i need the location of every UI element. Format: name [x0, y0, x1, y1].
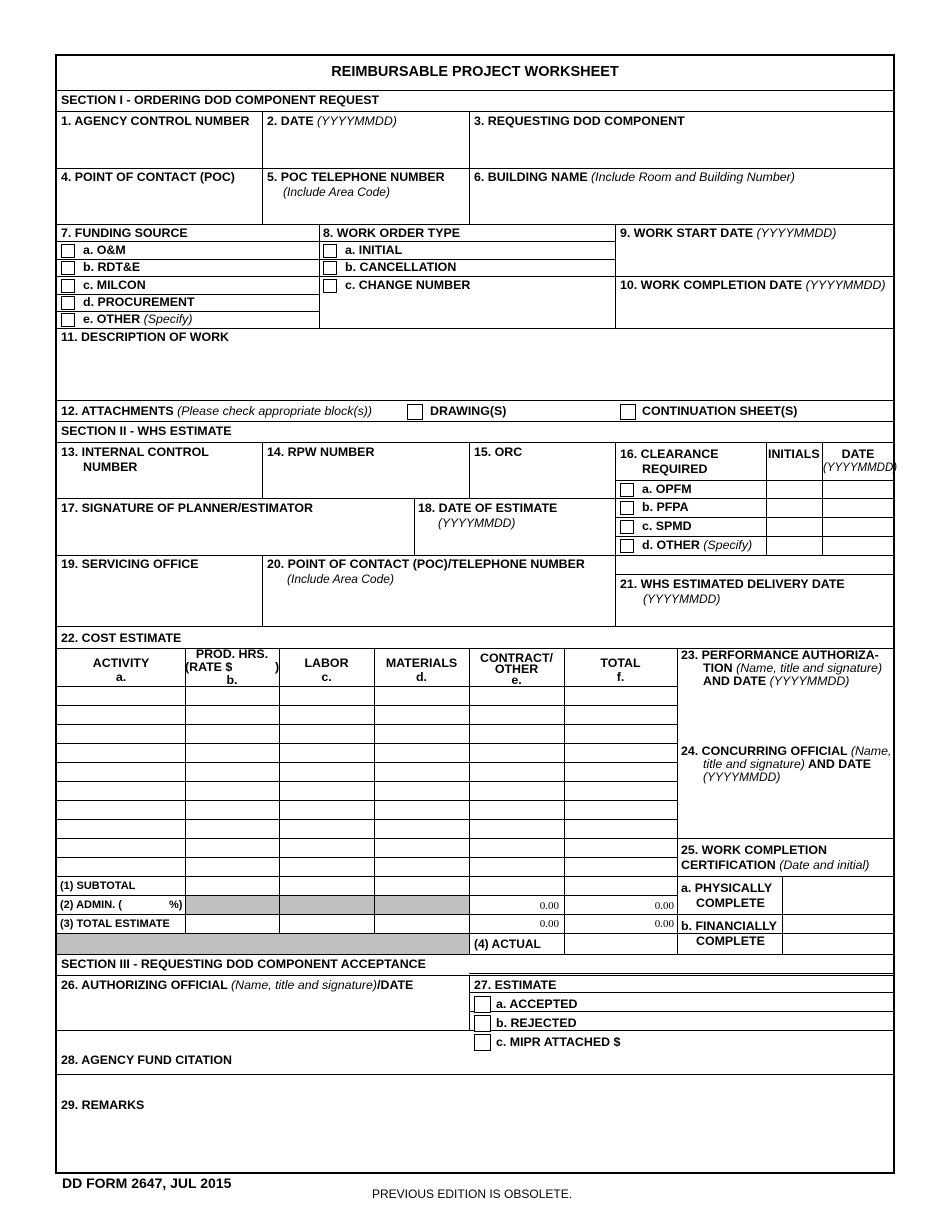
- col-total-header: TOTAL: [600, 656, 641, 670]
- clearance-required-label: 16. CLEARANCE: [620, 447, 719, 461]
- date-field[interactable]: [267, 132, 467, 164]
- estimate-mipr-label: c. MIPR ATTACHED $: [496, 1035, 621, 1049]
- clearance-other-label: d. OTHER (Specify): [642, 538, 753, 552]
- poc-telephone-number-label: 20. POINT OF CONTACT (POC)/TELEPHONE NUMBER: [267, 557, 585, 571]
- col-contract-letter: e.: [511, 673, 522, 687]
- rpw-number-label: 14. RPW NUMBER: [267, 445, 375, 459]
- orc-label: 15. ORC: [474, 445, 523, 459]
- drawings-checkbox[interactable]: [407, 404, 423, 420]
- estimate-rejected-checkbox[interactable]: [474, 1015, 491, 1032]
- agency-control-number-label: 1. AGENCY CONTROL NUMBER: [61, 114, 250, 128]
- funding-procurement-checkbox[interactable]: [61, 296, 75, 310]
- work-order-initial-checkbox[interactable]: [323, 244, 337, 258]
- rpw-form: [55, 54, 898, 1174]
- requesting-component-field[interactable]: [474, 132, 888, 164]
- subtotal-label: (1) SUBTOTAL: [60, 880, 136, 892]
- funding-source-label: 7. FUNDING SOURCE: [61, 226, 188, 240]
- concurring-official-label-3: (YYYYMMDD): [703, 770, 781, 784]
- form-title: REIMBURSABLE PROJECT WORKSHEET: [331, 64, 619, 80]
- actual-row-shade: [57, 934, 469, 954]
- poc-telephone-note: (Include Area Code): [283, 185, 390, 199]
- authorizing-official-label: 26. AUTHORIZING OFFICIAL (Name, title and signature)/DATE: [61, 978, 414, 992]
- clearance-other-checkbox[interactable]: [620, 539, 634, 553]
- agency-control-number-field[interactable]: [61, 132, 261, 164]
- funding-other-checkbox[interactable]: [61, 313, 75, 327]
- col-activity-header: ACTIVITY: [92, 656, 150, 670]
- physically-complete-label-2: COMPLETE: [696, 896, 765, 910]
- financially-complete-label: b. FINANCIALLY: [681, 919, 777, 933]
- building-name-label: 6. BUILDING NAME (Include Room and Building Number): [474, 170, 795, 184]
- funding-procurement-label: d. PROCUREMENT: [83, 295, 195, 309]
- work-order-type-label: 8. WORK ORDER TYPE: [323, 226, 460, 240]
- funding-om-label: a. O&M: [83, 243, 126, 257]
- date-header: DATE: [841, 447, 875, 461]
- delivery-date-label: 21. WHS ESTIMATED DELIVERY DATE: [620, 577, 845, 591]
- admin-prod-shade: [186, 896, 279, 914]
- work-completion-label: 25. WORK COMPLETION: [681, 843, 827, 857]
- total-estimate-total-value: 0.00: [654, 918, 674, 930]
- col-other-header: OTHER: [494, 662, 539, 676]
- internal-control-number-label: 13. INTERNAL CONTROL: [61, 445, 209, 459]
- date-label: 2. DATE (YYYYMMDD): [267, 114, 397, 128]
- poc-telephone-number-note: (Include Area Code): [287, 572, 394, 586]
- estimate-accepted-checkbox[interactable]: [474, 996, 491, 1013]
- estimate-rejected-label: b. REJECTED: [496, 1016, 577, 1030]
- drawings-label: DRAWING(S): [430, 404, 507, 418]
- clearance-pfpa-checkbox[interactable]: [620, 501, 634, 515]
- concurring-official-label: 24. CONCURRING OFFICIAL (Name,: [681, 744, 892, 758]
- col-rate-paren: ): [275, 660, 280, 674]
- funding-rdte-checkbox[interactable]: [61, 261, 75, 275]
- admin-label: (2) ADMIN. (: [60, 899, 122, 911]
- col-materials-header: MATERIALS: [385, 656, 458, 670]
- section-1-header: SECTION I - ORDERING DOD COMPONENT REQUEST: [61, 93, 380, 107]
- funding-milcon-label: c. MILCON: [83, 278, 146, 292]
- funding-other-label: e. OTHER (Specify): [83, 312, 193, 326]
- form-number: DD FORM 2647, JUL 2015: [62, 1175, 232, 1191]
- planner-signature-label: 17. SIGNATURE OF PLANNER/ESTIMATOR: [61, 501, 313, 515]
- poc-telephone-field[interactable]: [267, 202, 467, 222]
- col-prod-hrs-letter: b.: [226, 673, 238, 687]
- clearance-spmd-checkbox[interactable]: [620, 520, 634, 534]
- clearance-spmd-label: c. SPMD: [642, 519, 692, 533]
- performance-authorization-label-3: AND DATE (YYYYMMDD): [703, 674, 850, 688]
- work-order-initial-label: a. INITIAL: [345, 243, 403, 257]
- admin-contract-value: 0.00: [539, 900, 559, 912]
- work-order-cancellation-label: b. CANCELLATION: [345, 260, 457, 274]
- continuation-sheets-checkbox[interactable]: [620, 404, 636, 420]
- physically-complete-label: a. PHYSICALLY: [681, 881, 773, 895]
- clearance-pfpa-label: b. PFPA: [642, 500, 689, 514]
- work-order-change-checkbox[interactable]: [323, 279, 337, 293]
- admin-materials-shade: [375, 896, 469, 914]
- admin-total-value: 0.00: [654, 900, 674, 912]
- col-labor-header: LABOR: [304, 656, 349, 670]
- point-of-contact-label: 4. POINT OF CONTACT (POC): [61, 170, 235, 184]
- requesting-component-label: 3. REQUESTING DOD COMPONENT: [474, 114, 685, 128]
- servicing-office-label: 19. SERVICING OFFICE: [61, 557, 199, 571]
- col-materials-letter: d.: [415, 670, 427, 684]
- clearance-opfm-checkbox[interactable]: [620, 483, 634, 497]
- delivery-date-note: (YYYYMMDD): [643, 592, 721, 606]
- work-completion-date-label: 10. WORK COMPLETION DATE (YYYYMMDD): [620, 278, 886, 292]
- date-of-estimate-note: (YYYYMMDD): [438, 516, 516, 530]
- point-of-contact-field[interactable]: [61, 188, 261, 220]
- performance-authorization-label-2: TION (Name, title and signature): [703, 661, 883, 675]
- col-labor-letter: c.: [321, 670, 332, 684]
- remarks-label: 29. REMARKS: [61, 1098, 145, 1112]
- description-of-work-label: 11. DESCRIPTION OF WORK: [61, 330, 229, 344]
- clearance-required-label-2: REQUIRED: [642, 462, 708, 476]
- total-estimate-contract-value: 0.00: [539, 918, 559, 930]
- initials-header: INITIALS: [768, 447, 820, 461]
- description-of-work-field[interactable]: [61, 348, 891, 400]
- col-contract-header: CONTRACT/: [480, 651, 553, 665]
- attachments-label: 12. ATTACHMENTS (Please check appropriate block(s)): [61, 404, 373, 418]
- col-activity-letter: a.: [115, 670, 127, 684]
- total-estimate-label: (3) TOTAL ESTIMATE: [60, 918, 170, 930]
- internal-control-number-label-2: NUMBER: [83, 460, 138, 474]
- financially-complete-label-2: COMPLETE: [696, 934, 765, 948]
- col-prod-hrs-header: PROD. HRS.: [195, 647, 269, 661]
- estimate-accepted-label: a. ACCEPTED: [496, 997, 578, 1011]
- section-2-header: SECTION II - WHS ESTIMATE: [61, 424, 232, 438]
- estimate-label: 27. ESTIMATE: [474, 978, 557, 992]
- date-of-estimate-label: 18. DATE OF ESTIMATE: [418, 501, 558, 515]
- section-3-header: SECTION III - REQUESTING DOD COMPONENT ACCEPTANCE: [61, 957, 426, 971]
- funding-milcon-checkbox[interactable]: [61, 279, 75, 293]
- clearance-opfm-label: a. OPFM: [642, 482, 692, 496]
- admin-labor-shade: [280, 896, 374, 914]
- actual-label: (4) ACTUAL: [474, 937, 541, 951]
- col-total-letter: f.: [616, 670, 625, 684]
- work-completion-label-2: CERTIFICATION (Date and initial): [681, 858, 870, 872]
- work-order-cancellation-checkbox[interactable]: [323, 261, 337, 275]
- funding-rdte-label: b. RDT&E: [83, 260, 141, 274]
- estimate-mipr-checkbox[interactable]: [474, 1034, 491, 1051]
- building-name-field[interactable]: [474, 188, 888, 220]
- obsolete-notice: PREVIOUS EDITION IS OBSOLETE.: [372, 1187, 573, 1201]
- cost-estimate-label: 22. COST ESTIMATE: [61, 631, 182, 645]
- agency-fund-citation-label: 28. AGENCY FUND CITATION: [61, 1053, 232, 1067]
- col-rate-header: (RATE $: [185, 660, 233, 674]
- poc-telephone-label: 5. POC TELEPHONE NUMBER: [267, 170, 445, 184]
- work-start-date-label: 9. WORK START DATE (YYYYMMDD): [620, 226, 837, 240]
- remarks-field[interactable]: [61, 1116, 891, 1172]
- admin-percent: %): [169, 899, 183, 911]
- date-header-note: (YYYYMMDD): [823, 462, 898, 474]
- continuation-sheets-label: CONTINUATION SHEET(S): [642, 404, 798, 418]
- funding-om-checkbox[interactable]: [61, 244, 75, 258]
- concurring-official-label-2: title and signature) AND DATE: [703, 757, 872, 771]
- work-order-change-label: c. CHANGE NUMBER: [345, 278, 471, 292]
- performance-authorization-label: 23. PERFORMANCE AUTHORIZA-: [681, 648, 879, 662]
